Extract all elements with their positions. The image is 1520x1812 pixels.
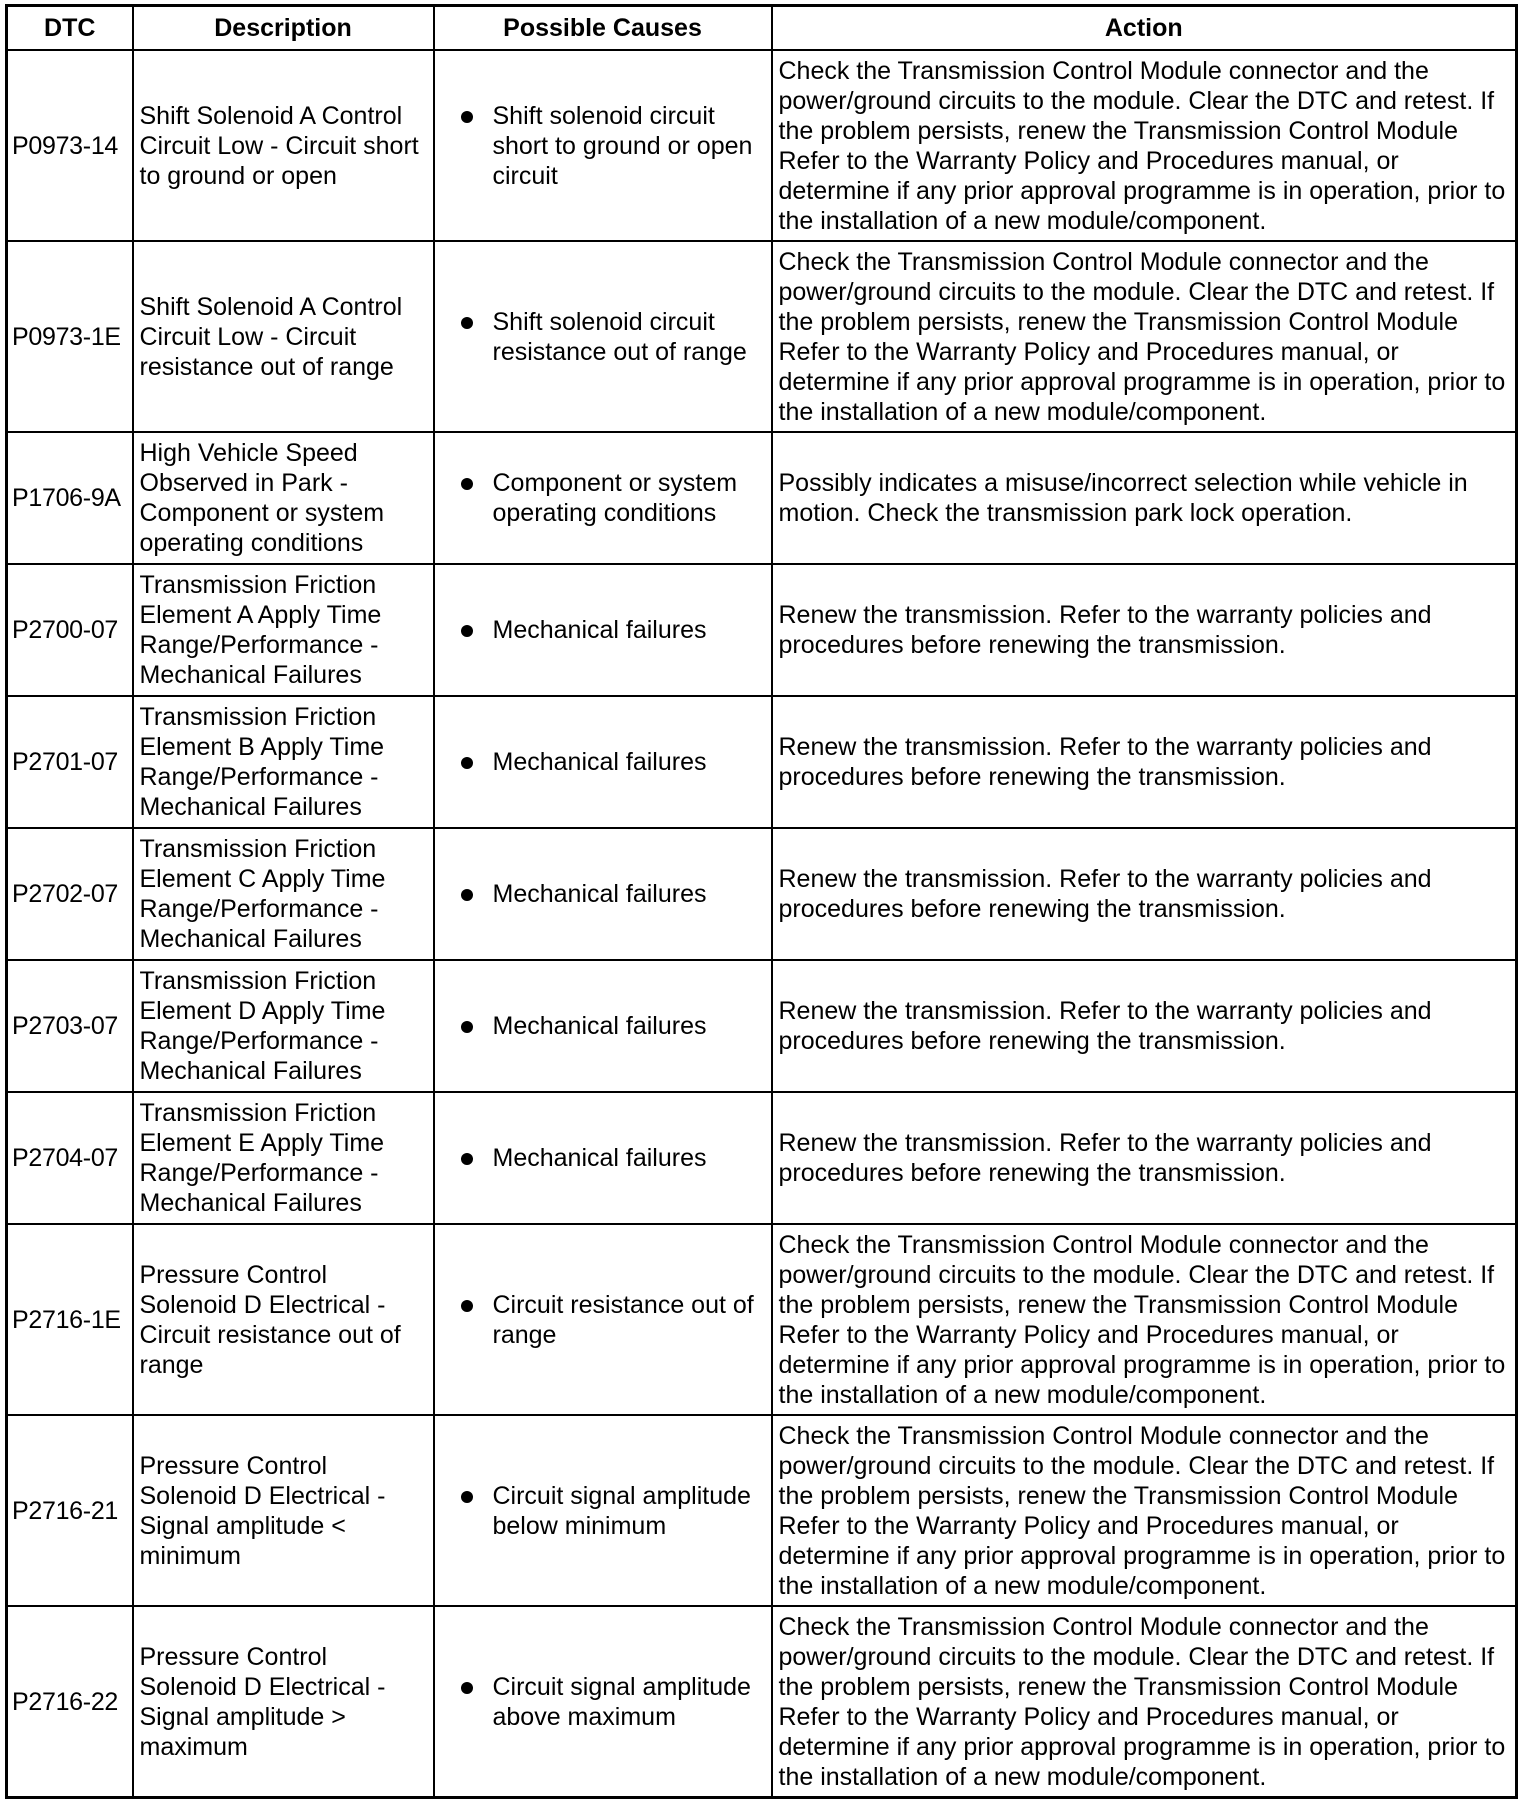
cause-text: Shift solenoid circuit resistance out of range [492,307,747,366]
action-cell: Possibly indicates a misuse/incorrect selection while vehicle in motion. Check the transmission park lock operation. [772,432,1517,564]
dtc-code: P2700-07 [7,564,133,696]
bullet-icon [461,1300,473,1312]
table-row [7,1415,1517,1606]
possible-causes-cell [434,1224,772,1415]
header-description: Description [133,6,434,51]
cause-item [457,615,763,645]
dtc-code: P0973-1E [7,241,133,432]
possible-causes-cell [434,1606,772,1798]
table-header-row [7,6,1517,51]
action-cell: Check the Transmission Control Module connector and the power/ground circuits to the module. Clear the DTC and retest. If the problem persists, renew the Transmission Control Module Refer to the Warranty Policy and Procedures manual, or determine if any prior approval programme is in operation, prior to the installation of a new module/component. [772,1606,1517,1798]
cause-text: Shift solenoid circuit short to ground or open circuit [492,101,753,190]
dtc-code: P0973-14 [7,50,133,241]
description-cell: Transmission Friction Element D Apply Time Range/Performance - Mechanical Failures [133,960,434,1092]
description-cell: Shift Solenoid A Control Circuit Low - Circuit short to ground or open [133,50,434,241]
possible-causes-cell [434,564,772,696]
action-cell: Renew the transmission. Refer to the warranty policies and procedures before renewing the transmission. [772,696,1517,828]
action-cell: Renew the transmission. Refer to the warranty policies and procedures before renewing the transmission. [772,828,1517,960]
bullet-icon [461,1682,473,1694]
cause-text: Mechanical failures [492,616,707,644]
bullet-icon [461,478,473,490]
table-row [7,960,1517,1092]
cause-text: Mechanical failures [492,748,707,776]
description-cell: Shift Solenoid A Control Circuit Low - Circuit resistance out of range [133,241,434,432]
cause-item [457,1011,763,1041]
bullet-icon [461,317,473,329]
dtc-code: P2701-07 [7,696,133,828]
description-cell: Transmission Friction Element C Apply Time Range/Performance - Mechanical Failures [133,828,434,960]
possible-causes-cell [434,50,772,241]
dtc-code: P1706-9A [7,432,133,564]
table-row [7,696,1517,828]
dtc-code: P2716-22 [7,1606,133,1798]
description-cell: Pressure Control Solenoid D Electrical - Signal amplitude < minimum [133,1415,434,1606]
possible-causes-cell [434,696,772,828]
dtc-code: P2702-07 [7,828,133,960]
action-cell: Check the Transmission Control Module connector and the power/ground circuits to the module. Clear the DTC and retest. If the problem persists, renew the Transmission Control Module Refer to the Warranty Policy and Procedures manual, or determine if any prior approval programme is in operation, prior to the installation of a new module/component. [772,241,1517,432]
dtc-code: P2716-21 [7,1415,133,1606]
description-cell: Pressure Control Solenoid D Electrical - Signal amplitude > maximum [133,1606,434,1798]
action-cell: Renew the transmission. Refer to the warranty policies and procedures before renewing the transmission. [772,564,1517,696]
description-cell: High Vehicle Speed Observed in Park - Component or system operating conditions [133,432,434,564]
possible-causes-cell [434,828,772,960]
description-cell: Pressure Control Solenoid D Electrical - Circuit resistance out of range [133,1224,434,1415]
cause-item [457,468,763,528]
possible-causes-cell [434,241,772,432]
bullet-icon [461,889,473,901]
action-cell: Check the Transmission Control Module connector and the power/ground circuits to the module. Clear the DTC and retest. If the problem persists, renew the Transmission Control Module Refer to the Warranty Policy and Procedures manual, or determine if any prior approval programme is in operation, prior to the installation of a new module/component. [772,1224,1517,1415]
bullet-icon [461,1491,473,1503]
possible-causes-cell [434,1092,772,1224]
header-dtc: DTC [7,6,133,51]
action-cell: Check the Transmission Control Module connector and the power/ground circuits to the module. Clear the DTC and retest. If the problem persists, renew the Transmission Control Module Refer to the Warranty Policy and Procedures manual, or determine if any prior approval programme is in operation, prior to the installation of a new module/component. [772,1415,1517,1606]
cause-item [457,747,763,777]
table-row [7,50,1517,241]
header-possible-causes: Possible Causes [434,6,772,51]
possible-causes-cell [434,1415,772,1606]
description-cell: Transmission Friction Element E Apply Time Range/Performance - Mechanical Failures [133,1092,434,1224]
action-cell: Check the Transmission Control Module connector and the power/ground circuits to the module. Clear the DTC and retest. If the problem persists, renew the Transmission Control Module Refer to the Warranty Policy and Procedures manual, or determine if any prior approval programme is in operation, prior to the installation of a new module/component. [772,50,1517,241]
action-cell: Renew the transmission. Refer to the warranty policies and procedures before renewing the transmission. [772,960,1517,1092]
cause-item [457,1672,763,1732]
cause-text: Circuit signal amplitude below minimum [492,1481,751,1540]
table-row [7,1606,1517,1798]
dtc-code: P2716-1E [7,1224,133,1415]
cause-text: Component or system operating conditions [492,469,738,527]
table-row [7,432,1517,564]
table-row [7,1224,1517,1415]
bullet-icon [461,757,473,769]
cause-text: Circuit resistance out of range [492,1290,754,1349]
cause-text: Mechanical failures [492,1012,707,1040]
table-row [7,241,1517,432]
dtc-code: P2704-07 [7,1092,133,1224]
bullet-icon [461,111,473,123]
bullet-icon [461,1153,473,1165]
possible-causes-cell [434,960,772,1092]
dtc-code: P2703-07 [7,960,133,1092]
cause-item [457,101,763,191]
header-action: Action [772,6,1517,51]
table-row [7,1092,1517,1224]
cause-text: Mechanical failures [492,1144,707,1172]
dtc-table [5,4,1518,1799]
cause-item [457,879,763,909]
table-row [7,564,1517,696]
cause-item [457,307,763,367]
possible-causes-cell [434,432,772,564]
bullet-icon [461,1021,473,1033]
action-cell: Renew the transmission. Refer to the warranty policies and procedures before renewing the transmission. [772,1092,1517,1224]
cause-item [457,1481,763,1541]
description-cell: Transmission Friction Element B Apply Time Range/Performance - Mechanical Failures [133,696,434,828]
bullet-icon [461,625,473,637]
cause-item [457,1290,763,1350]
cause-item [457,1143,763,1173]
cause-text: Mechanical failures [492,880,707,908]
description-cell: Transmission Friction Element A Apply Time Range/Performance - Mechanical Failures [133,564,434,696]
cause-text: Circuit signal amplitude above maximum [492,1672,751,1731]
table-row [7,828,1517,960]
